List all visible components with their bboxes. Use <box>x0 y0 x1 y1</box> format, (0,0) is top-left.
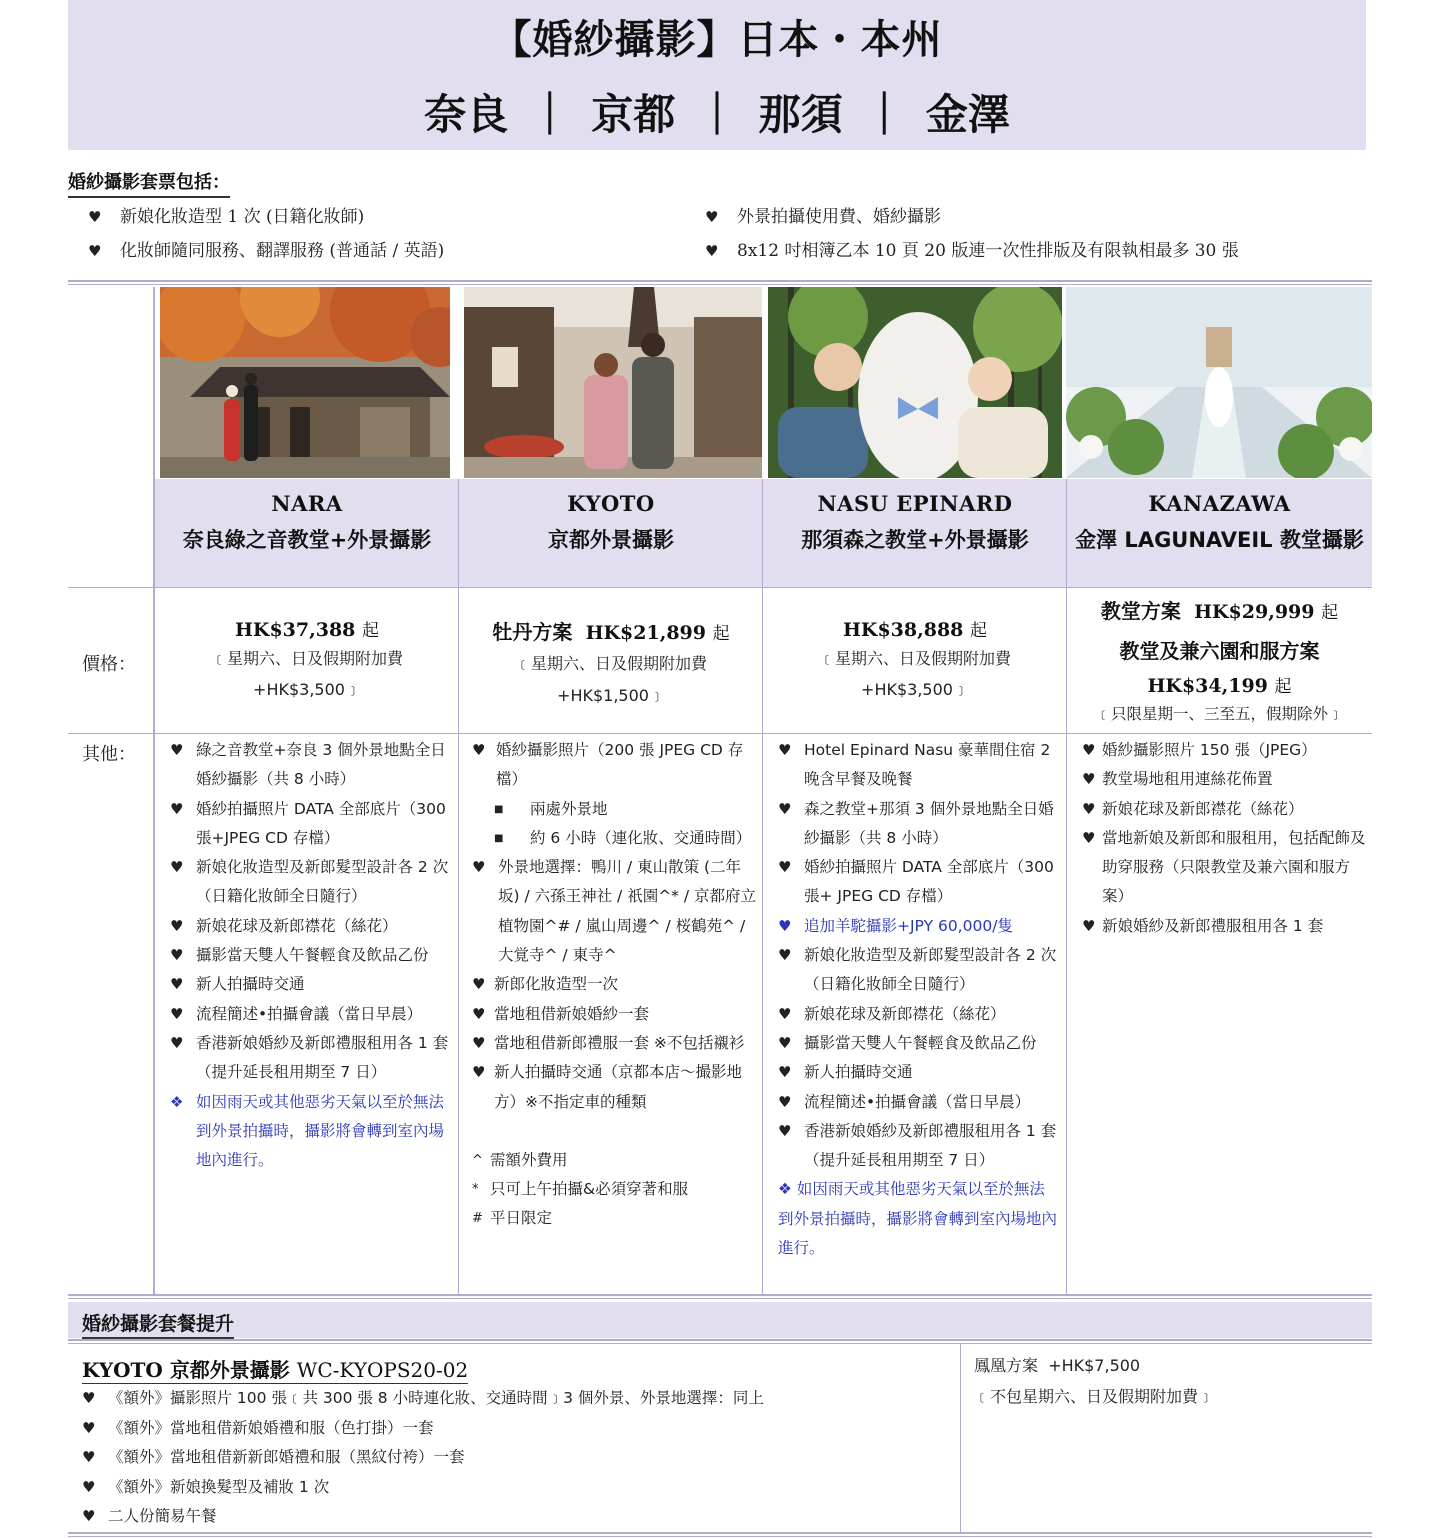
list-item: ♥ 新郎化妝造型一次 <box>472 970 756 999</box>
list-item: ♥ 新娘花球及新郎襟花（絲花） <box>778 1000 1060 1029</box>
heart-icon: ♥ <box>472 975 486 994</box>
list-item: ♥ 新人拍攝時交通 <box>170 970 450 999</box>
price-nasu: HK$38,888 起 ﹝星期六、日及假期附加費 +HK$3,500﹞ <box>818 619 1011 699</box>
include-item: ♥ 新娘化妝造型 1 次 (日籍化妝師) <box>88 207 365 227</box>
list-item: ♥ 森之教堂+那須 3 個外景地點全日婚紗攝影（共 8 小時） <box>778 795 1060 854</box>
heart-icon: ♥ <box>82 1507 96 1526</box>
phoenix-plan: 鳳凰方案 +HK$7,500 ﹝不包星期六、日及假期附加費﹞ <box>974 1356 1215 1406</box>
list-item: ♥ 流程簡述•拍攝會議（當日早晨） <box>170 1000 450 1029</box>
list-item: ♥ Hotel Epinard Nasu 豪華間住宿 2 晚含早餐及晚餐 <box>778 736 1060 795</box>
list-item: ♥ 《額外》新娘換髮型及補妝 1 次 <box>82 1473 764 1503</box>
list-item: ♥ 《額外》攝影照片 100 張﹝共 300 張 8 小時連化妝、交通時間﹞3 個外景、外景地選擇：同上 <box>82 1384 764 1414</box>
grid-line <box>68 1343 1372 1344</box>
heart-icon: ♥ <box>1082 741 1096 759</box>
list-item: ♥ 教堂場地租用連絲花佈置 <box>1082 765 1367 794</box>
heart-icon: ♥ <box>170 1004 184 1023</box>
heart-icon: ♥ <box>82 1418 96 1437</box>
heart-icon: ♥ <box>778 1063 792 1082</box>
list-item: ♥ 新娘花球及新郎襟花（絲花） <box>1082 795 1367 824</box>
includes-heading: 婚紗攝影套票包括： <box>68 168 230 198</box>
list-item: ♥ 攝影當天雙人午餐輕食及飲品乙份 <box>778 1029 1060 1058</box>
footnote: # 平日限定 <box>472 1209 553 1228</box>
include-item: ♥ 化妝師隨同服務、翻譯服務 (普通話 / 英語) <box>88 241 445 261</box>
include-item: ♥ 外景拍攝使用費、婚紗攝影 <box>705 207 941 227</box>
heart-icon: ♥ <box>472 858 486 877</box>
list-item: ♥ 外景地選擇：鴨川 / 東山散策 (二年坂) / 六孫王神社 / 祇園^* / 京都府立植物園^# / 嵐山周邊^ / 桜鶴苑^ / 大覚寺^ / 東寺^ <box>472 853 756 970</box>
rain-note: ❖ 如因雨天或其他惡劣天氣以至於無法到外景拍攝時，攝影將會轉到室內場地內進行。 <box>170 1088 450 1176</box>
list-item: ♥ 香港新娘婚紗及新郎禮服租用各 1 套（提升延長租用期至 7 日） <box>170 1029 450 1088</box>
page-title: 【婚紗攝影】日本・本州 <box>491 17 943 63</box>
list-item: ♥ 新人拍攝時交通（京都本店～撮影地方）※不指定車的種類 <box>472 1058 756 1117</box>
heart-icon: ♥ <box>82 1448 96 1467</box>
location-kanazawa: KANAZAWA 金澤 LAGUNAVEIL 教堂攝影 <box>1075 491 1364 552</box>
price-label: 價格： <box>82 654 136 675</box>
heart-icon: ♥ <box>472 1033 486 1052</box>
list-item: ♥ 新娘化妝造型及新郎髮型設計各 2 次（日籍化妝師全日隨行） <box>778 941 1060 1000</box>
grid-line <box>68 1536 1372 1537</box>
list-item: ♥ 新娘花球及新郎襟花（絲花） <box>170 912 450 941</box>
divider <box>68 280 1372 282</box>
diamond-icon: ❖ <box>170 1092 184 1111</box>
page-subtitle: 奈良 ｜ 京都 ｜ 那須 ｜ 金澤 <box>424 90 1010 139</box>
footnote: ^ 需額外費用 <box>472 1150 568 1169</box>
kyoto-items <box>472 736 756 1234</box>
heart-icon: ♥ <box>82 1477 96 1496</box>
list-item: ♥ 當地新娘及新郎和服租用，包括配飾及助穿服務（只限教堂及兼六園和服方案） <box>1082 824 1367 912</box>
kanazawa-photo <box>1066 287 1372 478</box>
rain-note: ❖ 如因雨天或其他惡劣天氣以至於無法到外景拍攝時，攝影將會轉到室內場地內進行。 <box>778 1180 1058 1258</box>
heart-icon: ♥ <box>705 242 719 260</box>
kyoto-photo <box>464 287 762 478</box>
square-icon: ■ <box>494 803 504 815</box>
heart-icon: ♥ <box>1082 770 1096 789</box>
heart-icon: ♥ <box>472 1063 486 1082</box>
header-banner <box>68 0 1366 150</box>
list-item: ♥ 流程簡述•拍攝會議（當日早晨） <box>778 1088 1060 1117</box>
heart-icon: ♥ <box>1082 799 1096 818</box>
sub-item: ■ 兩處外景地 <box>472 795 756 824</box>
square-icon: ■ <box>494 832 504 844</box>
grid-line <box>68 1532 1372 1534</box>
heart-icon: ♥ <box>170 975 184 994</box>
list-item: ♥ 新娘婚紗及新郎禮服租用各 1 套 <box>1082 912 1367 941</box>
upgrade-items <box>82 1384 764 1532</box>
list-item: ♥ 攝影當天雙人午餐輕食及飲品乙份 <box>170 941 450 970</box>
nara-items <box>170 736 450 1175</box>
location-kyoto: KYOTO 京都外景攝影 <box>548 491 674 552</box>
heart-icon: ♥ <box>1082 828 1096 847</box>
nasu-photo <box>768 287 1062 478</box>
diamond-icon: ❖ <box>778 1180 792 1199</box>
list-item: ♥ 新人拍攝時交通 <box>778 1058 1060 1087</box>
heart-icon: ♥ <box>778 1092 792 1111</box>
heart-icon: ♥ <box>170 916 184 935</box>
price-kanazawa: 教堂方案 HK$29,999 起 教堂及兼六園和服方案 HK$34,199 起 ﹝只限星期一、三至五，假期除外﹞ <box>1095 599 1344 723</box>
heart-icon: ♥ <box>88 242 102 260</box>
heart-icon: ♥ <box>170 946 184 965</box>
grid-line <box>762 479 763 1295</box>
list-item: ♥ 綠之音教堂+奈良 3 個外景地點全日婚紗攝影（共 8 小時） <box>170 736 450 795</box>
list-item: ♥ 《額外》當地租借新娘婚禮和服（色打掛）一套 <box>82 1414 764 1444</box>
location-nasu: NASU EPINARD 那須森之教堂+外景攝影 <box>801 491 1029 552</box>
grid-line <box>153 287 155 1295</box>
grid-line <box>68 1294 1372 1296</box>
upgrade-package-title: KYOTO 京都外景攝影 WC-KYOPS20-02 <box>82 1354 468 1384</box>
list-item: ♥ 追加羊駝攝影+JPY 60,000/隻 <box>778 912 1060 941</box>
heart-icon: ♥ <box>778 946 792 965</box>
footnote: * 只可上午拍攝&必須穿著和服 <box>472 1180 689 1199</box>
heart-icon: ♥ <box>1082 916 1096 935</box>
list-item: ♥ 二人份簡易午餐 <box>82 1502 764 1532</box>
upgrade-band <box>68 1302 1372 1338</box>
heart-icon: ♥ <box>472 1004 486 1023</box>
heart-icon: ♥ <box>778 1121 792 1140</box>
heart-icon: ♥ <box>170 1033 184 1052</box>
grid-line <box>68 733 1372 734</box>
grid-line <box>68 1298 1372 1299</box>
heart-icon: ♥ <box>705 208 719 226</box>
kanazawa-items <box>1082 736 1367 941</box>
sub-item: ■ 約 6 小時（連化妝、交通時間） <box>472 824 756 853</box>
heart-icon: ♥ <box>82 1389 96 1407</box>
list-item: ♥ 當地租借新娘婚紗一套 <box>472 1000 756 1029</box>
grid-line <box>458 479 459 1295</box>
heart-icon: ♥ <box>778 1033 792 1052</box>
list-item: ♥ 婚紗攝影照片（200 張 JPEG CD 存檔） <box>472 736 756 795</box>
heart-icon: ♥ <box>778 1004 792 1023</box>
grid-line <box>68 587 1372 588</box>
list-item: ♥ 當地租借新郎禮服一套 ※不包括襯衫 <box>472 1029 756 1058</box>
list-item: ♥ 《額外》當地租借新新郎婚禮和服（黑紋付袴）一套 <box>82 1443 764 1473</box>
nara-photo <box>160 287 450 478</box>
upgrade-heading: 婚紗攝影套餐提升 <box>82 1309 234 1339</box>
heart-icon: ♥ <box>778 799 792 818</box>
price-nara: HK$37,388 起 ﹝星期六、日及假期附加費 +HK$3,500﹞ <box>210 619 403 699</box>
location-nara: NARA 奈良綠之音教堂+外景攝影 <box>182 491 432 552</box>
list-item: ♥ 婚紗攝影照片 150 張（JPEG） <box>1082 736 1367 765</box>
heart-icon: ♥ <box>778 916 792 935</box>
divider <box>68 284 1372 285</box>
include-item: ♥ 8x12 吋相簿乙本 10 頁 20 版連一次性排版及有限執相最多 30 張 <box>705 241 1239 261</box>
list-item: ♥ 婚紗拍攝照片 DATA 全部底片（300 張+JPEG CD 存檔） <box>170 795 450 854</box>
heart-icon: ♥ <box>88 208 102 226</box>
list-item: ♥ 婚紗拍攝照片 DATA 全部底片（300 張+ JPEG CD 存檔） <box>778 853 1060 912</box>
other-label: 其他： <box>82 744 136 765</box>
price-kyoto: 牡丹方案 HK$21,899 起 ﹝星期六、日及假期附加費 +HK$1,500﹞ <box>492 620 730 705</box>
grid-line <box>68 1339 1372 1341</box>
heart-icon: ♥ <box>472 741 486 759</box>
list-item: ♥ 香港新娘婚紗及新郎禮服租用各 1 套（提升延長租用期至 7 日） <box>778 1117 1060 1176</box>
nasu-items <box>778 736 1060 1263</box>
grid-line <box>960 1344 961 1532</box>
list-item: ♥ 新娘化妝造型及新郎髮型設計各 2 次（日籍化妝師全日隨行） <box>170 853 450 912</box>
heart-icon: ♥ <box>170 741 184 759</box>
heart-icon: ♥ <box>778 741 792 759</box>
heart-icon: ♥ <box>778 858 792 877</box>
heart-icon: ♥ <box>170 858 184 877</box>
heart-icon: ♥ <box>170 799 184 818</box>
